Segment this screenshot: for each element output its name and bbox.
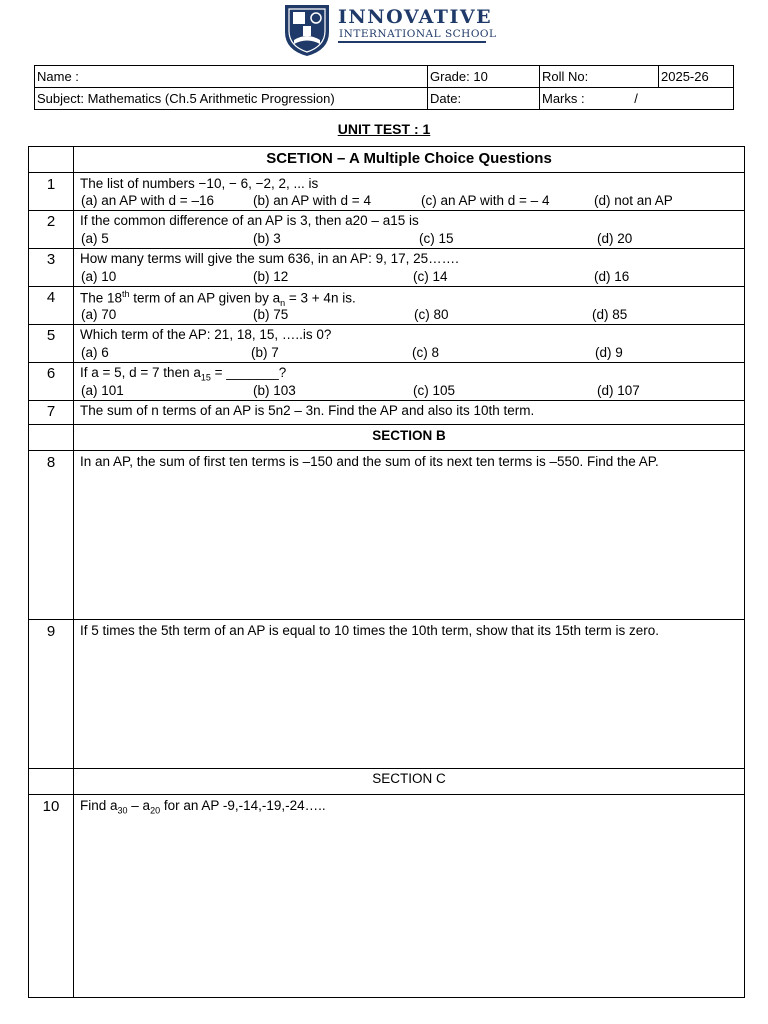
row-divider (29, 286, 744, 287)
column-divider (73, 147, 74, 997)
question-number: 3 (46, 251, 56, 268)
question-number: 6 (46, 365, 56, 382)
section-b-heading: SECTION B (372, 428, 446, 443)
question-number: 8 (46, 454, 56, 471)
option-b: (b) 75 (253, 307, 289, 322)
question-text-part: for an AP -9,-14,-19,-24….. (160, 798, 326, 813)
question-text: The list of numbers −10, − 6, −2, 2, ... is (80, 176, 319, 191)
question-text-part: If a = 5, d = 7 then a (80, 365, 201, 380)
row-divider (29, 210, 744, 211)
school-crest-icon (282, 2, 332, 58)
question-number: 9 (46, 623, 56, 640)
row-divider (29, 794, 744, 795)
option-b: (b) 3 (253, 231, 281, 246)
option-d: (d) 16 (594, 269, 630, 284)
school-name: INNOVATIVE (338, 6, 493, 28)
row-divider (29, 248, 744, 249)
row-divider (29, 450, 744, 451)
question-number: 2 (46, 213, 56, 230)
row-divider (29, 768, 744, 769)
row-divider (29, 619, 744, 620)
school-subtitle: INTERNATIONAL SCHOOL (339, 28, 497, 40)
option-c: (c) 15 (419, 231, 454, 246)
question-text-part: Find a (80, 798, 118, 813)
option-c: (c) 8 (412, 345, 439, 360)
option-b: (b) an AP with d = 4 (253, 193, 371, 208)
subscript: 15 (200, 372, 211, 383)
option-d: (d) 20 (597, 231, 633, 246)
option-a: (a) 10 (81, 269, 117, 284)
section-c-heading: SECTION C (372, 771, 446, 786)
question-table (28, 146, 745, 998)
question-text-part: The 18 (80, 290, 123, 306)
test-title: UNIT TEST : 1 (337, 121, 431, 137)
subscript: 20 (150, 805, 161, 816)
marks-field[interactable] (540, 88, 734, 110)
date-field[interactable]: Date: (428, 88, 540, 110)
question-text (80, 365, 286, 383)
roll-field[interactable]: Roll No: (540, 66, 659, 88)
row-divider (29, 172, 744, 173)
option-d: (d) 85 (592, 307, 628, 322)
question-text-part: = _______? (210, 365, 287, 380)
question-text-part: – a (127, 798, 151, 813)
question-text-part: = 3 + 4n is. (285, 290, 356, 306)
option-c: (c) 14 (413, 269, 448, 284)
option-a: (a) an AP with d = –16 (81, 193, 214, 208)
marks-label: Marks : (542, 91, 585, 106)
row-divider (29, 362, 744, 363)
option-c: (c) 105 (413, 383, 456, 398)
question-number: 1 (46, 176, 56, 193)
option-d: (d) 9 (595, 345, 623, 360)
option-c: (c) 80 (414, 307, 449, 322)
question-text: Which term of the AP: 21, 18, 15, …..is 0? (80, 327, 332, 342)
student-info-table (34, 65, 734, 110)
question-number: 10 (42, 798, 60, 815)
subscript: 30 (117, 805, 128, 816)
row-divider (29, 324, 744, 325)
option-c: (c) an AP with d = – 4 (421, 193, 550, 208)
option-a: (a) 5 (81, 231, 109, 246)
option-a: (a) 70 (81, 307, 117, 322)
section-a-heading: SCETION – A Multiple Choice Questions (266, 150, 552, 167)
subject-field: Subject: Mathematics (Ch.5 Arithmetic Progression) (35, 88, 428, 110)
question-text-part: term of an AP given by a (129, 290, 281, 306)
question-number: 5 (46, 327, 56, 344)
question-number: 4 (46, 289, 56, 306)
option-b: (b) 7 (251, 345, 279, 360)
year-field: 2025-26 (659, 66, 734, 88)
header-divider (338, 41, 486, 43)
superscript: th (122, 289, 130, 299)
question-text (80, 289, 356, 308)
row-divider (29, 424, 744, 425)
option-d: (d) not an AP (594, 193, 673, 208)
subscript: n (280, 298, 286, 309)
question-number: 7 (46, 403, 56, 420)
row-divider (29, 400, 744, 401)
grade-field: Grade: 10 (428, 66, 540, 88)
option-d: (d) 107 (597, 383, 640, 398)
question-text: If the common difference of an AP is 3, then a20 – a15 is (80, 213, 419, 228)
question-text: If 5 times the 5th term of an AP is equal to 10 times the 10th term, show that its 15th term is zero. (80, 623, 660, 638)
marks-separator: / (634, 91, 638, 106)
option-b: (b) 103 (253, 383, 296, 398)
question-text (80, 798, 326, 816)
option-b: (b) 12 (253, 269, 289, 284)
question-text: How many terms will give the sum 636, in an AP: 9, 17, 25……. (80, 251, 459, 266)
name-field[interactable]: Name : (35, 66, 428, 88)
option-a: (a) 101 (81, 383, 124, 398)
question-text: The sum of n terms of an AP is 5n2 – 3n. Find the AP and also its 10th term. (80, 403, 535, 418)
option-a: (a) 6 (81, 345, 109, 360)
question-text: In an AP, the sum of first ten terms is –150 and the sum of its next ten terms is –550. Find the AP. (80, 454, 659, 469)
